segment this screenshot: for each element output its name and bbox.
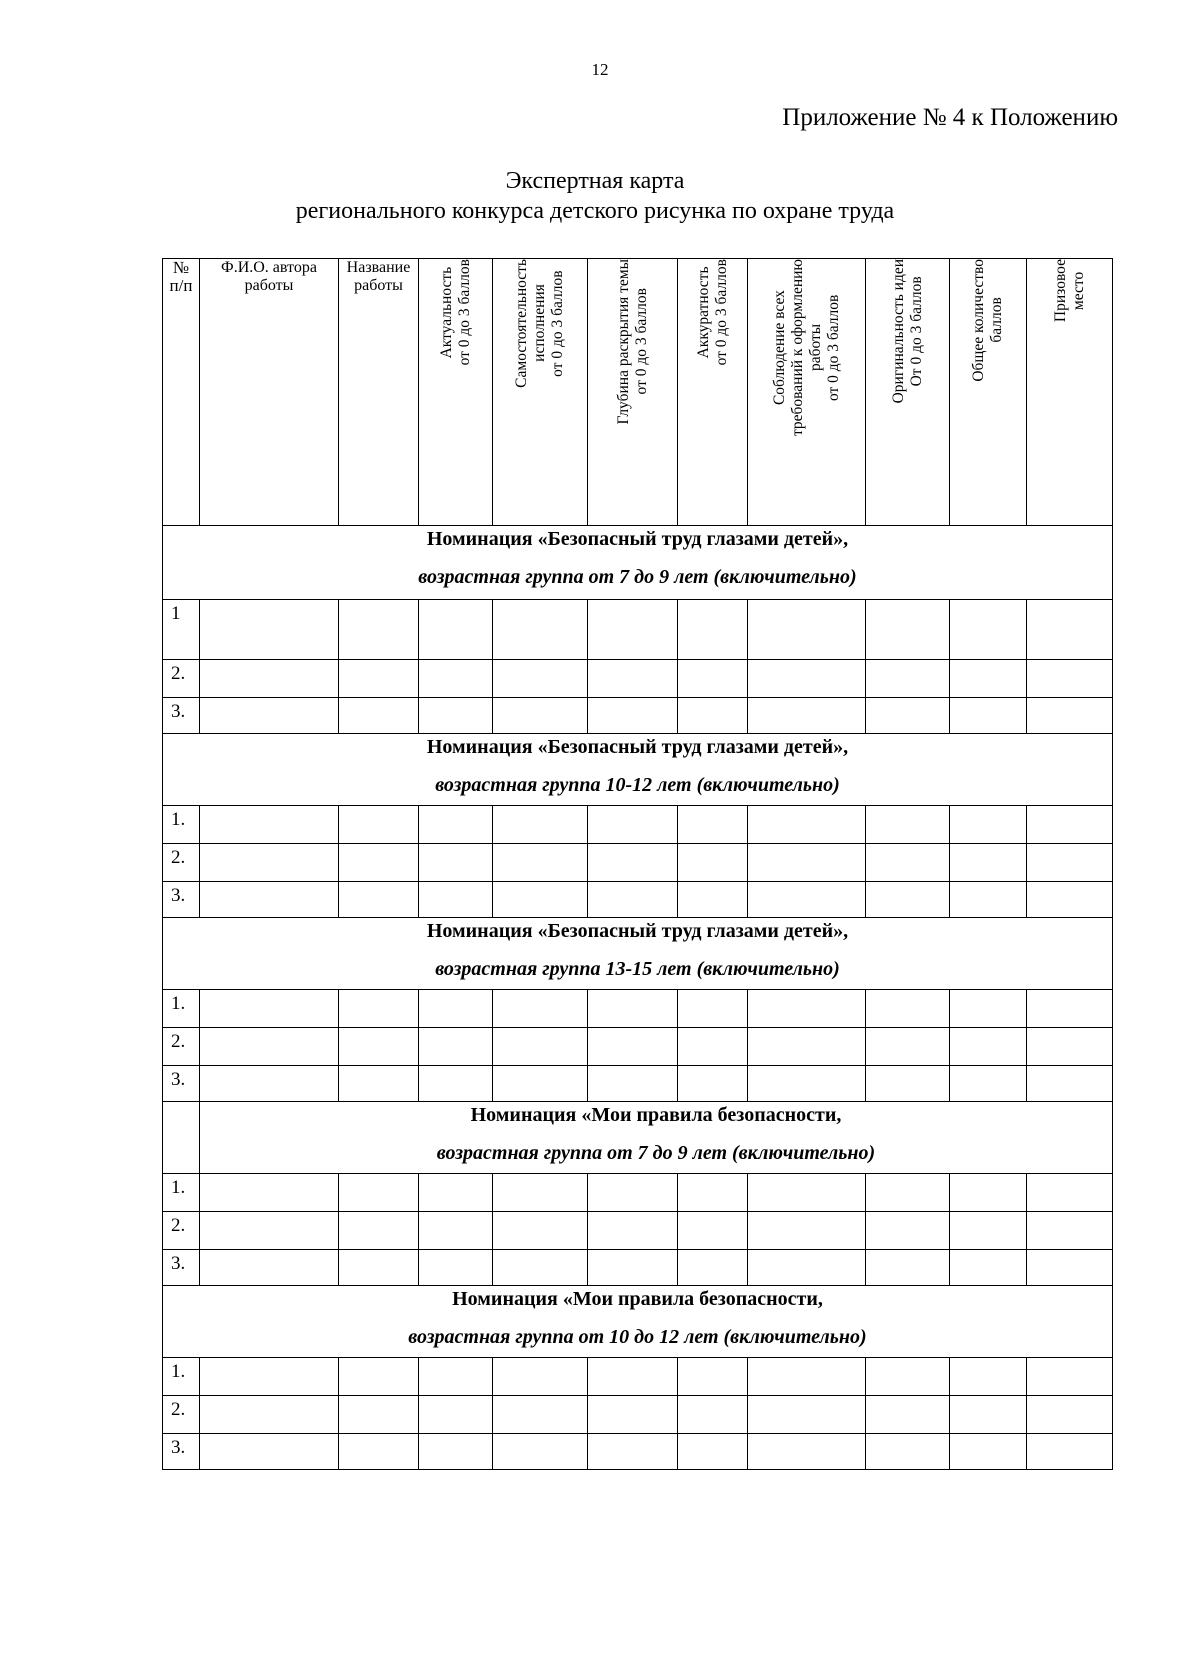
table-row [163,1066,1113,1102]
entry-cell[interactable] [339,1250,419,1286]
table-row [163,844,1113,882]
page-number: 12 [591,60,609,79]
entry-cell[interactable] [950,1396,1027,1434]
entry-cell[interactable] [339,1028,419,1066]
nomination-row [163,1286,1113,1358]
entry-cell[interactable] [588,1434,678,1470]
entry-cell[interactable] [419,1358,493,1396]
header-originality-line: Оригинальность идеи [889,259,907,404]
entry-cell[interactable] [748,1066,866,1102]
header-theme-depth-line: Глубина раскрытия темы [614,259,632,425]
nomination-row [163,918,1113,990]
entry-cell[interactable] [339,806,419,844]
entry-cell[interactable] [678,1250,748,1286]
entry-cell[interactable] [493,806,588,844]
entry-cell[interactable] [1027,1396,1113,1434]
entry-cell[interactable] [493,698,588,734]
entry-cell[interactable] [339,1434,419,1470]
row-number: 3. [163,1250,200,1286]
entry-cell[interactable] [748,882,866,918]
entry-cell[interactable] [748,1396,866,1434]
nomination-title: Номинация «Мои правила безопасности, [470,1104,842,1126]
entry-cell[interactable] [493,1250,588,1286]
header-total-score [950,259,1027,526]
header-total-score-line: баллов [988,297,1005,344]
entry-cell[interactable] [950,882,1027,918]
entry-cell[interactable] [339,1358,419,1396]
entry-cell[interactable] [200,698,339,734]
entry-cell[interactable] [950,844,1027,882]
entry-cell[interactable] [866,600,950,660]
entry-cell[interactable] [200,1434,339,1470]
row-number: 2. [163,1396,200,1434]
entry-cell[interactable] [866,1066,950,1102]
entry-cell[interactable] [493,1174,588,1212]
entry-cell[interactable] [588,1028,678,1066]
entry-cell[interactable] [678,844,748,882]
nomination-cell [163,918,1113,990]
entry-cell[interactable] [588,600,678,660]
nomination-title: Номинация «Безопасный труд глазами детей», [426,528,849,550]
header-accuracy-line: от 0 до 3 баллов [712,259,730,366]
entry-cell[interactable] [678,882,748,918]
row-number: 1. [163,1174,200,1212]
entry-cell[interactable] [950,1250,1027,1286]
entry-cell[interactable] [200,990,339,1028]
entry-cell[interactable] [866,990,950,1028]
entry-cell[interactable] [419,1028,493,1066]
entry-cell[interactable] [588,1174,678,1212]
entry-cell[interactable] [1027,660,1113,698]
title-line-2: регионального конкурса детского рисунка по охране труда [295,198,895,224]
entry-cell[interactable] [493,1434,588,1470]
entry-cell[interactable] [678,1066,748,1102]
header-independence-line: от 0 до 3 баллов [549,270,566,377]
header-theme-depth-line: от 0 до 3 баллов [632,288,650,395]
entry-cell[interactable] [866,844,950,882]
row-number: 2. [163,1212,200,1250]
entry-cell[interactable] [1027,600,1113,660]
nomination-title: Номинация «Безопасный труд глазами детей», [426,920,849,942]
table-row [163,1358,1113,1396]
entry-cell[interactable] [493,1066,588,1102]
entry-cell[interactable] [419,882,493,918]
table-row [163,990,1113,1028]
entry-cell[interactable] [419,1066,493,1102]
entry-cell[interactable] [678,1212,748,1250]
entry-cell[interactable] [419,1434,493,1470]
entry-cell[interactable] [866,882,950,918]
entry-cell[interactable] [678,698,748,734]
entry-cell[interactable] [200,1250,339,1286]
header-requirements-line: Соблюдение всех [770,290,788,405]
entry-cell[interactable] [748,1028,866,1066]
entry-cell[interactable] [493,660,588,698]
nomination-row [163,1102,1113,1174]
entry-cell[interactable] [419,1396,493,1434]
appendix-label: Приложение № 4 к Положению [782,104,1118,131]
entry-cell[interactable] [493,1358,588,1396]
header-requirements-line: от 0 до 3 баллов [824,294,842,401]
nomination-cell [163,526,1113,600]
entry-cell[interactable] [339,1174,419,1212]
entry-cell[interactable] [588,882,678,918]
row-number: 1. [163,1358,200,1396]
entry-cell[interactable] [748,806,866,844]
age-group-subtitle: возрастная группа от 7 до 9 лет (включительно) [418,566,857,588]
table-row [163,1174,1113,1212]
entry-cell[interactable] [1027,1358,1113,1396]
entry-cell[interactable] [419,1250,493,1286]
header-prize-place [1027,259,1113,526]
header-theme-depth [588,259,678,526]
header-independence [493,259,588,526]
entry-cell[interactable] [866,1250,950,1286]
header-originality-line: От 0 до 3 баллов [907,276,925,387]
entry-cell[interactable] [493,990,588,1028]
entry-cell[interactable] [1027,882,1113,918]
table-row [163,660,1113,698]
entry-cell[interactable] [950,990,1027,1028]
entry-cell[interactable] [1027,698,1113,734]
entry-cell[interactable] [419,806,493,844]
nomination-row [163,734,1113,806]
header-originality [866,259,950,526]
header-number-line-1: № [172,258,190,277]
entry-cell[interactable] [588,806,678,844]
entry-cell[interactable] [748,660,866,698]
entry-cell[interactable] [1027,990,1113,1028]
entry-cell[interactable] [200,882,339,918]
age-group-subtitle: возрастная группа от 10 до 12 лет (включительно) [408,1326,867,1348]
header-accuracy [678,259,748,526]
nomination-title: Номинация «Мои правила безопасности, [452,1288,823,1310]
entry-cell[interactable] [419,600,493,660]
entry-cell[interactable] [200,1174,339,1212]
entry-cell[interactable] [588,844,678,882]
header-total-score-text [970,259,1006,382]
row-number: 1. [163,990,200,1028]
entry-cell[interactable] [678,1358,748,1396]
table-row [163,806,1113,844]
entry-cell[interactable] [588,698,678,734]
header-independence-line: Самостоятельность [513,259,530,388]
entry-cell[interactable] [339,844,419,882]
entry-cell[interactable] [678,806,748,844]
entry-cell[interactable] [950,1358,1027,1396]
entry-cell[interactable] [1027,1250,1113,1286]
header-originality-text [890,259,926,403]
entry-cell[interactable] [748,1250,866,1286]
entry-cell[interactable] [493,1212,588,1250]
nomination-row [163,526,1113,600]
entry-cell[interactable] [748,844,866,882]
row-number: 2. [163,1028,200,1066]
entry-cell[interactable] [419,698,493,734]
entry-cell[interactable] [200,1028,339,1066]
entry-cell[interactable] [200,1396,339,1434]
entry-cell[interactable] [339,882,419,918]
entry-cell[interactable] [493,1028,588,1066]
table-row [163,1212,1113,1250]
header-work-title: Название работы [339,259,419,526]
entry-cell[interactable] [678,660,748,698]
table-row [163,882,1113,918]
entry-cell[interactable] [588,660,678,698]
table-row [163,1396,1113,1434]
entry-cell[interactable] [1027,1174,1113,1212]
entry-cell[interactable] [339,600,419,660]
entry-cell[interactable] [748,600,866,660]
entry-cell[interactable] [200,600,339,660]
entry-cell[interactable] [866,1434,950,1470]
header-requirements-line: требований к оформлению [788,259,806,437]
entry-cell[interactable] [588,1066,678,1102]
nomination-title: Номинация «Безопасный труд глазами детей», [426,736,849,758]
nomination-cell [200,1102,1113,1174]
entry-cell[interactable] [200,660,339,698]
entry-cell[interactable] [588,1396,678,1434]
entry-cell[interactable] [866,806,950,844]
document-title [0,166,1190,226]
header-prize-place-line: Призовое [1051,259,1069,323]
header-accuracy-text [695,259,731,365]
entry-cell[interactable] [588,1212,678,1250]
entry-cell[interactable] [950,1066,1027,1102]
age-group-subtitle: возрастная группа 13-15 лет (включительно) [435,958,840,980]
entry-cell[interactable] [866,1212,950,1250]
header-actuality [419,259,493,526]
entry-cell[interactable] [678,1396,748,1434]
entry-cell[interactable] [950,600,1027,660]
entry-cell[interactable] [200,844,339,882]
entry-cell[interactable] [748,1434,866,1470]
entry-cell[interactable] [419,844,493,882]
table-row [163,600,1113,660]
header-number [163,259,200,526]
entry-cell[interactable] [419,660,493,698]
header-prize-place-line: место [1069,271,1087,310]
entry-cell[interactable] [866,1028,950,1066]
entry-cell[interactable] [678,990,748,1028]
entry-cell[interactable] [1027,844,1113,882]
header-total-score-line: Общее количество [970,259,987,382]
table-header-row [163,259,1113,526]
entry-cell[interactable] [200,1212,339,1250]
entry-cell[interactable] [748,1174,866,1212]
entry-cell[interactable] [1027,1028,1113,1066]
header-independence-line: исполнения [531,284,548,363]
header-actuality-line: Актуальность [437,266,455,359]
row-number: 3. [163,1066,200,1102]
entry-cell[interactable] [950,1212,1027,1250]
entry-cell[interactable] [678,1174,748,1212]
table-row [163,1250,1113,1286]
entry-cell[interactable] [200,1066,339,1102]
entry-cell[interactable] [339,1212,419,1250]
age-group-subtitle: возрастная группа 10-12 лет (включительно) [435,774,840,796]
header-accuracy-line: Аккуратность [694,266,712,359]
header-requirements-line: работы [806,323,824,372]
row-number: 2. [163,660,200,698]
entry-cell[interactable] [588,1358,678,1396]
entry-cell[interactable] [950,698,1027,734]
header-prize-place-text [1052,259,1088,322]
entry-cell[interactable] [748,1358,866,1396]
entry-cell[interactable] [950,660,1027,698]
entry-cell[interactable] [866,660,950,698]
nomination-cell [163,1286,1113,1358]
row-number: 3. [163,1434,200,1470]
row-number: 3. [163,698,200,734]
entry-cell[interactable] [1027,806,1113,844]
entry-cell[interactable] [339,990,419,1028]
entry-cell[interactable] [339,698,419,734]
entry-cell[interactable] [950,1174,1027,1212]
entry-cell[interactable] [1027,1066,1113,1102]
entry-cell[interactable] [866,698,950,734]
header-requirements-text [771,259,843,436]
entry-cell[interactable] [493,844,588,882]
entry-cell[interactable] [493,882,588,918]
entry-cell[interactable] [866,1358,950,1396]
entry-cell[interactable] [339,660,419,698]
header-actuality-text [438,259,474,365]
header-theme-depth-text [615,259,651,424]
entry-cell[interactable] [493,1396,588,1434]
entry-cell[interactable] [748,1212,866,1250]
entry-cell[interactable] [1027,1212,1113,1250]
row-number: 1 [163,600,200,660]
header-number-line-2: п/п [169,276,193,295]
age-group-subtitle: возрастная группа от 7 до 9 лет (включительно) [436,1142,876,1164]
entry-cell[interactable] [950,806,1027,844]
entry-cell[interactable] [339,1066,419,1102]
entry-cell[interactable] [866,1396,950,1434]
entry-cell[interactable] [419,1174,493,1212]
expert-card-table [162,258,1113,1470]
entry-cell[interactable] [678,1028,748,1066]
entry-cell[interactable] [339,1396,419,1434]
entry-cell[interactable] [748,698,866,734]
entry-cell[interactable] [493,600,588,660]
entry-cell[interactable] [678,1434,748,1470]
header-independence-text [513,259,567,388]
entry-cell[interactable] [950,1434,1027,1470]
nomination-cell [163,734,1113,806]
entry-cell[interactable] [588,990,678,1028]
title-line-1: Экспертная карта [505,168,685,194]
entry-cell[interactable] [950,1028,1027,1066]
entry-cell[interactable] [588,1250,678,1286]
table-row [163,1434,1113,1470]
row-number: 1. [163,806,200,844]
row-number: 2. [163,844,200,882]
entry-cell[interactable] [419,1212,493,1250]
table-row [163,698,1113,734]
entry-cell[interactable] [678,600,748,660]
entry-cell[interactable] [748,990,866,1028]
entry-cell[interactable] [1027,1434,1113,1470]
nomination-empty-cell [163,1102,200,1174]
entry-cell[interactable] [419,990,493,1028]
entry-cell[interactable] [200,806,339,844]
header-author: Ф.И.О. автора работы [200,259,339,526]
row-number: 3. [163,882,200,918]
table-row [163,1028,1113,1066]
header-requirements [748,259,866,526]
header-actuality-line: от 0 до 3 баллов [455,259,473,366]
entry-cell[interactable] [866,1174,950,1212]
entry-cell[interactable] [200,1358,339,1396]
